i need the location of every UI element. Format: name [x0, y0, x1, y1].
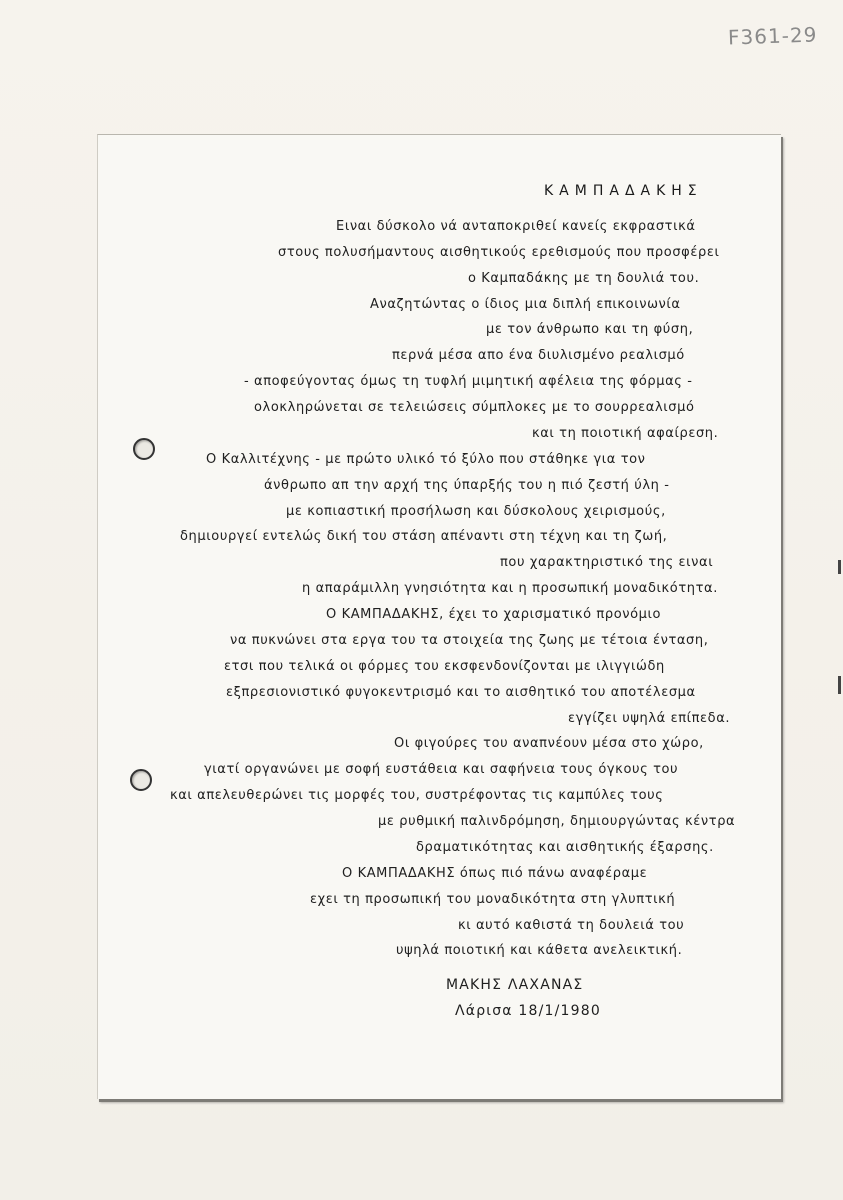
text-line: και απελευθερώνει τις μορφές του, συστρέφοντας τις καμπύλες τους: [170, 788, 664, 803]
text-line: Αναζητώντας ο ίδιος μια διπλή επικοινωνία: [370, 297, 681, 312]
text-line: δημιουργεί εντελώς δική του στάση απέναντι στη τέχνη και τη ζωή,: [180, 529, 668, 544]
signature-place-date: Λάρισα 18/1/1980: [455, 1003, 601, 1019]
text-line: κι αυτό καθιστά τη δουλειά του: [458, 918, 685, 933]
edge-mark-bottom: [838, 676, 841, 694]
edge-mark-top: [838, 560, 841, 574]
text-line: εξπρεσιονιστικό φυγοκεντρισμό και το αισθητικό του αποτέλεσμα: [226, 685, 696, 700]
text-line: εγγίζει υψηλά επίπεδα.: [568, 711, 731, 726]
text-line: ετσι που τελικά οι φόρμες του εκσφενδονίζονται με ιλιγγιώδη: [224, 659, 665, 674]
signature-name: ΜΑΚΗΣ ΛΑΧΑΝΑΣ: [446, 977, 584, 993]
text-line: στους πολυσήμαντους αισθητικούς ερεθισμούς που προσφέρει: [278, 245, 720, 260]
text-line: Ο ΚΑΜΠΑΔΑΚΗΣ όπως πιό πάνω αναφέραμε: [342, 866, 648, 881]
hole-punch-bottom: [130, 769, 152, 791]
text-line: ολοκληρώνεται σε τελειώσεις σύμπλοκες με το σουρρεαλισμό: [254, 400, 695, 415]
text-line: με ρυθμική παλινδρόμηση, δημιουργώντας κέντρα: [378, 814, 736, 829]
text-line: να πυκνώνει στα εργα του τα στοιχεία της ζωης με τέτοια ένταση,: [230, 633, 709, 648]
text-line: άνθρωπο απ την αρχή της ύπαρξής του η πιό ζεστή ύλη -: [264, 478, 670, 493]
text-line: Ο ΚΑΜΠΑΔΑΚΗΣ, έχει το χαρισματικό προνόμιο: [326, 607, 662, 622]
text-line: δραματικότητας και αισθητικής έξαρσης.: [416, 840, 714, 855]
text-line: εχει τη προσωπική του μοναδικότητα στη γλυπτική: [310, 892, 676, 907]
text-line: και τη ποιοτική αφαίρεση.: [532, 426, 719, 441]
text-line: με κοπιαστική προσήλωση και δύσκολους χειρισμούς,: [286, 504, 666, 519]
document-title: ΚΑΜΠΑΔΑΚΗΣ: [544, 183, 703, 199]
text-line: ο Καμπαδάκης με τη δουλιά του.: [468, 271, 700, 286]
text-line: με τον άνθρωπο και τη φύση,: [486, 322, 694, 337]
text-line: υψηλά ποιοτική και κάθετα ανελεικτική.: [396, 943, 683, 958]
text-line: Ο Καλλιτέχνης - με πρώτο υλικό τό ξύλο που στάθηκε για τον: [206, 452, 646, 467]
text-line: Ειναι δύσκολο νά ανταποκριθεί κανείς εκφραστικά: [336, 219, 696, 234]
text-line: Οι φιγούρες του αναπνέουν μέσα στο χώρο,: [394, 736, 704, 751]
hole-punch-top: [133, 438, 155, 460]
text-line: που χαρακτηριστικό της ειναι: [500, 555, 714, 570]
text-line: - αποφεύγοντας όμως τη τυφλή μιμητική αφέλεια της φόρμας -: [244, 374, 693, 389]
text-line: η απαράμιλλη γνησιότητα και η προσωπική μοναδικότητα.: [302, 581, 718, 596]
text-line: περνά μέσα απο ένα διυλισμένο ρεαλισμό: [392, 348, 685, 363]
text-line: γιατί οργανώνει με σοφή ευστάθεια και σαφήνεια τους όγκους του: [204, 762, 679, 777]
archive-code: F361-29: [727, 22, 818, 50]
